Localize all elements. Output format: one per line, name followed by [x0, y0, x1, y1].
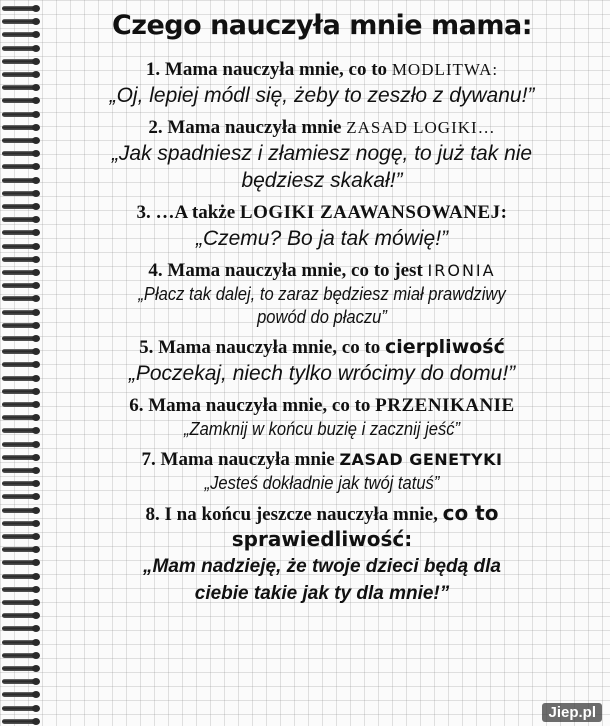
item-heading: 1. Mama nauczyła mnie, co to MODLITWA: — [145, 59, 499, 80]
spiral-ring — [2, 402, 36, 407]
item-quote: „Jesteś dokładnie jak twój tatuś” — [204, 473, 440, 493]
spiral-ring — [2, 600, 36, 605]
spiral-ring — [2, 257, 36, 262]
item-5 — [48, 335, 596, 387]
item-quote-line: „Płacz tak dalej, to zaraz będziesz miał prawdziwy — [138, 284, 506, 304]
spiral-ring — [2, 587, 36, 592]
item-quote-line: powód do płaczu” — [257, 307, 387, 327]
spiral-ring — [2, 376, 36, 381]
spiral-ring — [2, 138, 36, 143]
spiral-ring — [2, 323, 36, 328]
item-2 — [48, 115, 596, 194]
spiral-ring — [2, 626, 36, 631]
spiral-ring — [2, 494, 36, 499]
spiral-ring — [2, 59, 36, 64]
spiral-ring — [2, 191, 36, 196]
spiral-ring — [2, 442, 36, 447]
item-quote: „Zamknij w końcu buzię i zacznij jeść” — [183, 419, 461, 439]
spiral-ring — [2, 244, 36, 249]
spiral-ring — [2, 230, 36, 235]
spiral-ring — [2, 362, 36, 367]
item-heading: 8. I na końcu jeszcze nauczyła mnie, co to — [145, 501, 499, 525]
item-keyword: PRZENIKANIE — [375, 395, 515, 416]
spiral-binding — [0, 0, 40, 726]
item-quote-line: „Jak spadniesz i złamiesz nogę, to już tak nie — [111, 142, 533, 165]
spiral-ring — [2, 349, 36, 354]
spiral-ring — [2, 283, 36, 288]
item-heading: 4. Mama nauczyła mnie, co to jest IRONIA — [148, 260, 496, 281]
item-quote: „Czemu? Bo ja tak mówię!” — [195, 227, 449, 250]
item-heading: 3. …A także LOGIKI ZAAWANSOWANEJ: — [136, 202, 508, 223]
spiral-ring — [2, 455, 36, 460]
spiral-ring — [2, 296, 36, 301]
spiral-ring — [2, 508, 36, 513]
item-keyword: MODLITWA: — [391, 60, 499, 79]
item-quote-line: „Mam nadzieję, że twoje dzieci będą dla — [143, 556, 501, 577]
spiral-ring — [2, 666, 36, 671]
site-watermark: Jiep.pl — [542, 703, 602, 722]
spiral-ring — [2, 653, 36, 658]
item-keyword: co to — [442, 501, 499, 525]
spiral-ring — [2, 547, 36, 552]
spiral-ring — [2, 521, 36, 526]
item-heading: 2. Mama nauczyła mnie ZASAD LOGIKI… — [148, 117, 496, 138]
item-8 — [48, 501, 596, 607]
item-quote: „Oj, lepiej módl się, żeby to zeszło z dywanu!” — [109, 84, 535, 107]
item-keyword: IRONIA — [427, 261, 496, 280]
item-heading: 5. Mama nauczyła mnie, co to cierpliwość — [139, 336, 505, 358]
spiral-ring — [2, 719, 36, 724]
item-quote: „Poczekaj, niech tylko wrócimy do domu!” — [128, 362, 516, 385]
spiral-ring — [2, 481, 36, 486]
spiral-ring — [2, 19, 36, 24]
item-keyword: cierpliwość — [385, 336, 505, 358]
spiral-ring — [2, 613, 36, 618]
spiral-ring — [2, 560, 36, 565]
spiral-ring — [2, 178, 36, 183]
content — [48, 6, 596, 613]
item-7 — [48, 447, 596, 495]
spiral-ring — [2, 468, 36, 473]
item-quote-line: będziesz skakał!” — [241, 169, 403, 192]
spiral-ring — [2, 46, 36, 51]
spiral-ring — [2, 125, 36, 130]
item-keyword: LOGIKI ZAAWANSOWANEJ: — [239, 202, 508, 223]
item-quote-line: ciebie takie jak ty dla mnie!” — [194, 583, 450, 604]
spiral-ring — [2, 706, 36, 711]
spiral-ring — [2, 270, 36, 275]
spiral-ring — [2, 72, 36, 77]
spiral-ring — [2, 692, 36, 697]
spiral-ring — [2, 574, 36, 579]
spiral-ring — [2, 85, 36, 90]
spiral-ring — [2, 151, 36, 156]
spiral-ring — [2, 32, 36, 37]
item-keyword: ZASAD LOGIKI… — [346, 118, 496, 137]
spiral-ring — [2, 204, 36, 209]
item-keyword: sprawiedliwość: — [231, 527, 413, 551]
spiral-ring — [2, 428, 36, 433]
spiral-ring — [2, 112, 36, 117]
spiral-ring — [2, 389, 36, 394]
spiral-ring — [2, 217, 36, 222]
item-keyword: ZASAD GENETYKI — [339, 450, 503, 469]
item-6 — [48, 393, 596, 441]
page-title: Czego nauczyła mnie mama: — [111, 10, 533, 41]
item-3 — [48, 200, 596, 252]
item-heading: 7. Mama nauczyła mnie ZASAD GENETYKI — [141, 449, 503, 470]
spiral-ring — [2, 415, 36, 420]
spiral-ring — [2, 6, 36, 11]
spiral-ring — [2, 98, 36, 103]
item-heading: 6. Mama nauczyła mnie, co to PRZENIKANIE — [129, 395, 515, 416]
item-1 — [48, 57, 596, 109]
item-heading-line2 — [48, 527, 596, 553]
spiral-ring — [2, 534, 36, 539]
spiral-ring — [2, 310, 36, 315]
spiral-ring — [2, 336, 36, 341]
spiral-ring — [2, 164, 36, 169]
spiral-ring — [2, 640, 36, 645]
item-4 — [48, 258, 596, 329]
spiral-ring — [2, 679, 36, 684]
